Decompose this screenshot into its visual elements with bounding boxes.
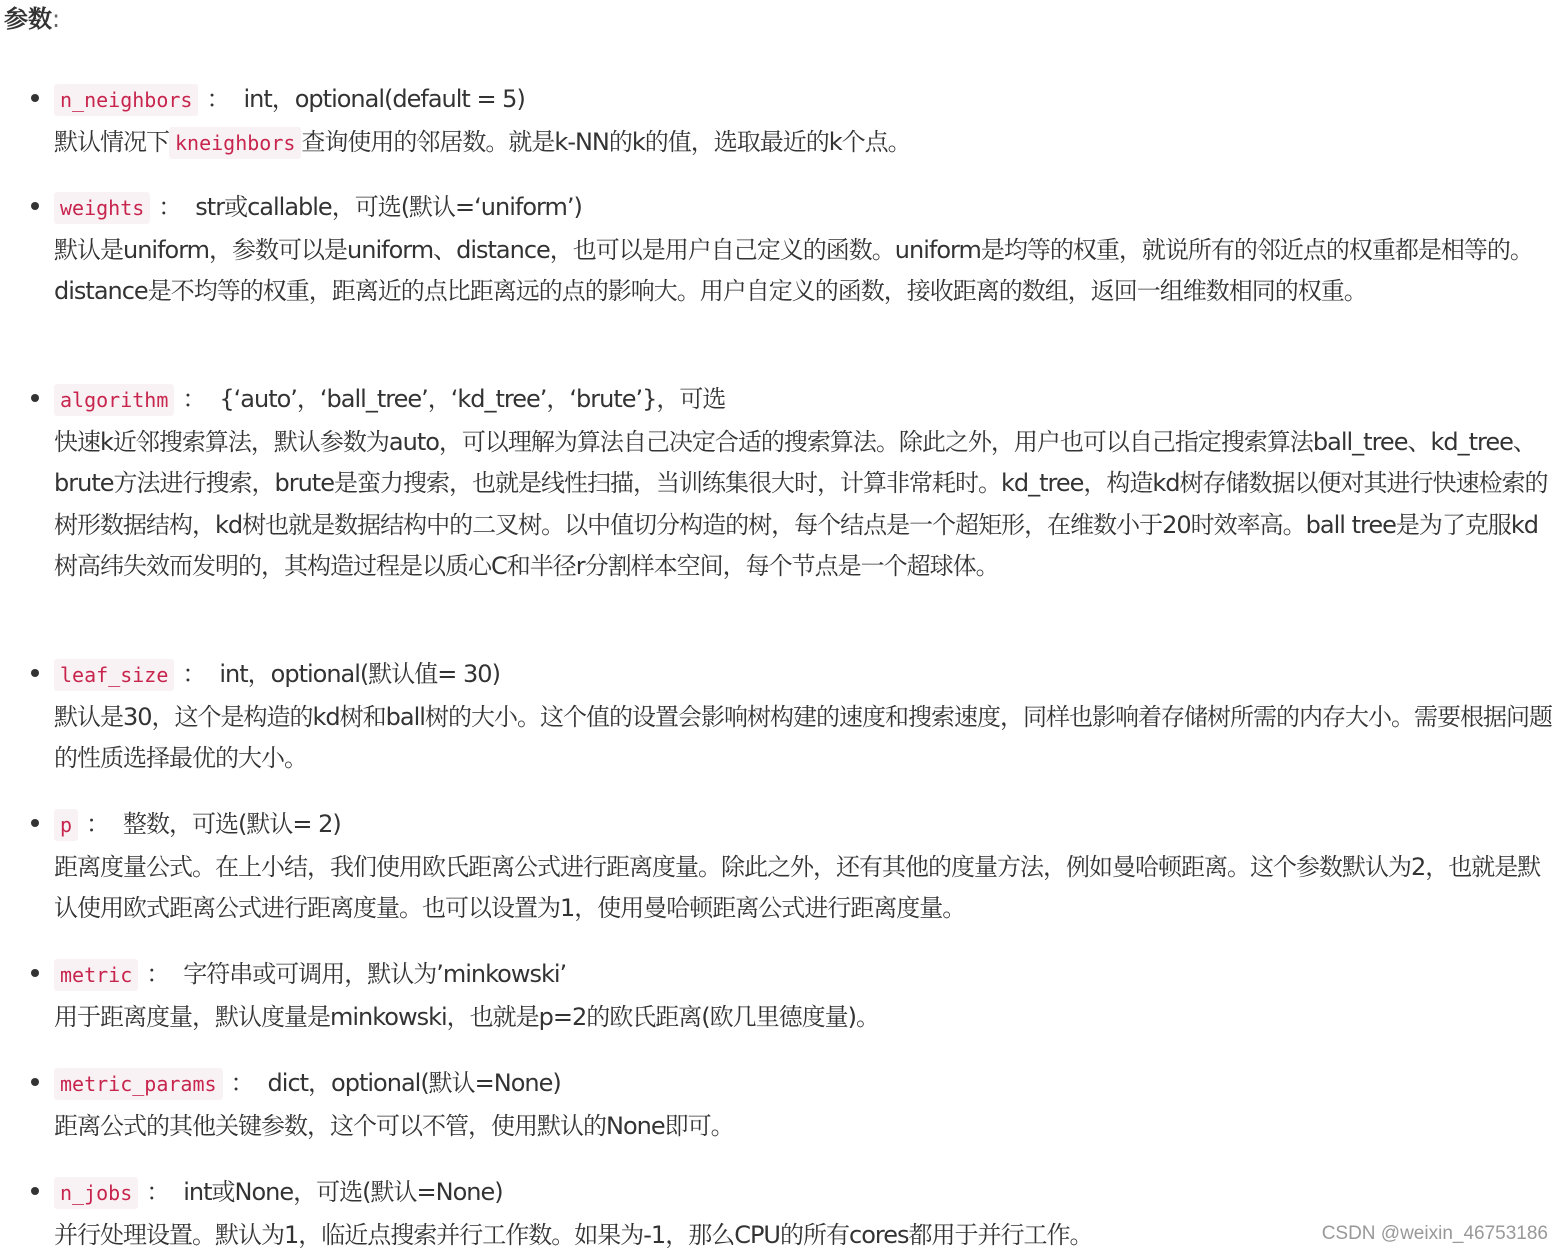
bullet-icon [31, 1078, 39, 1086]
param-type: int或None，可选(默认=None) [183, 1178, 502, 1206]
section-heading [4, 2, 60, 36]
param-type: dict，optional(默认=None) [268, 1069, 561, 1097]
param-separator: ： [146, 1178, 169, 1206]
param-name: metric_params [54, 1068, 223, 1100]
param-separator: ： [231, 1069, 254, 1097]
param-description: 快速k近邻搜索算法，默认参数为auto，可以理解为算法自己决定合适的搜索算法。除此之外，用户也可以自己指定搜索算法ball_tree、kd_tree、brute方法进行搜索，brute是蛮力搜索，也就是线性扫描，当训练集很大时，计算非常耗时。kd_tree，构造kd树存储数据以便对其进行快速检索的树形数据结构，kd树也就是数据结构中的二叉树。以中值切分构造的树，每个结点是一个超矩形，在维数小于20时效率高。ball tree是为了克服kd树高纬失效而发明的，其构造过程是以质心C和半径r分割样本空间，每个节点是一个超球体。 [54, 422, 1560, 588]
param-separator: ： [182, 385, 205, 413]
bullet-icon [31, 969, 39, 977]
desc-text-after: 查询使用的邻居数。就是k-NN的k的值，选取最近的k个点。 [301, 128, 910, 156]
param-signature [54, 79, 1560, 122]
param-description: 默认是uniform，参数可以是uniform、distance，也可以是用户自己定义的函数。uniform是均等的权重，就说所有的邻近点的权重都是相等的。distance是不均等的权重，距离近的点比距离远的点的影响大。用户自定义的函数，接收距离的数组，返回一组维数相同的权重。 [54, 230, 1560, 313]
param-type: {‘auto’，‘ball_tree’，‘kd_tree’，‘brute’}，可选 [219, 385, 725, 413]
param-separator: ： [158, 193, 181, 221]
param-type: str或callable，可选(默认=‘uniform’) [195, 193, 582, 221]
param-type: int，optional(default = 5) [243, 85, 524, 113]
param-description: 并行处理设置。默认为1，临近点搜索并行工作数。如果为-1，那么CPU的所有cores都用于并行工作。 [54, 1215, 1560, 1256]
param-weights [0, 187, 1560, 313]
bullet-icon [31, 394, 39, 402]
param-metric [0, 954, 1560, 1038]
param-separator: ： [206, 85, 229, 113]
csdn-watermark: CSDN @weixin_46753186 [1322, 1223, 1548, 1245]
param-type: int，optional(默认值= 30) [219, 660, 500, 688]
param-signature [54, 804, 1560, 847]
param-name: metric [54, 959, 138, 991]
param-description: 距离度量公式。在上小结，我们使用欧氏距离公式进行距离度量。除此之外，还有其他的度量方法，例如曼哈顿距离。这个参数默认为2，也就是默认使用欧式距离公式进行距离度量。也可以设置为1，使用曼哈顿距离公式进行距离度量。 [54, 847, 1560, 930]
bullet-icon [31, 669, 39, 677]
param-p [0, 804, 1560, 930]
param-name: n_jobs [54, 1177, 138, 1209]
param-name: leaf_size [54, 659, 174, 691]
param-signature [54, 654, 1560, 697]
param-signature [54, 954, 1560, 997]
param-algorithm [0, 379, 1560, 588]
param-metric-params [0, 1063, 1560, 1147]
param-description: 距离公式的其他关键参数，这个可以不管，使用默认的None即可。 [54, 1106, 1560, 1148]
param-signature [54, 379, 1560, 422]
bullet-icon [31, 819, 39, 827]
param-name: n_neighbors [54, 84, 198, 116]
param-type: 字符串或可调用，默认为’minkowski’ [183, 960, 566, 988]
param-n-neighbors [0, 79, 1560, 164]
desc-text-before: 默认情况下 [54, 128, 169, 156]
param-leaf-size [0, 654, 1560, 780]
inline-code: kneighbors [169, 127, 301, 159]
bullet-icon [31, 94, 39, 102]
param-name: weights [54, 192, 150, 224]
param-signature [54, 1172, 1560, 1215]
heading-title: 参数 [4, 5, 52, 33]
param-name: algorithm [54, 384, 174, 416]
heading-colon: : [52, 5, 60, 33]
param-signature [54, 187, 1560, 230]
param-description: 用于距离度量，默认度量是minkowski，也就是p=2的欧氏距离(欧几里德度量)。 [54, 997, 1560, 1039]
param-separator: ： [182, 660, 205, 688]
param-description [54, 122, 1560, 165]
param-separator: ： [86, 810, 109, 838]
param-separator: ： [146, 960, 169, 988]
bullet-icon [31, 1187, 39, 1195]
param-type: 整数，可选(默认= 2) [123, 810, 341, 838]
param-signature [54, 1063, 1560, 1106]
bullet-icon [31, 202, 39, 210]
param-name: p [54, 809, 78, 841]
param-description: 默认是30，这个是构造的kd树和ball树的大小。这个值的设置会影响树构建的速度和搜索速度，同样也影响着存储树所需的内存大小。需要根据问题的性质选择最优的大小。 [54, 697, 1560, 780]
